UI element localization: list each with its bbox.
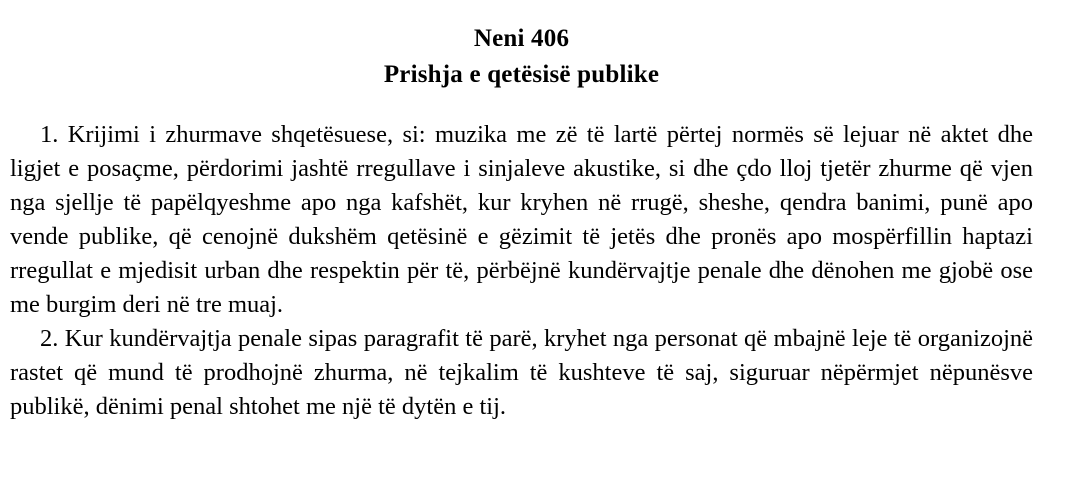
paragraph-1: 1. Krijimi i zhurmave shqetësuese, si: muzika me zë të lartë përtej normës së lejuar në aktet dhe ligjet e posaçme, përdorimi jashtë rregullave i sinjaleve akustike, si dhe çdo lloj tjetër zhurme që vjen nga sjellje të papëlqyeshme apo nga kafshët, kur kryhen në rrugë, sheshe, qendra banimi, punë apo vende publike, që cenojnë dukshëm qetësinë e gëzimit të jetës dhe pronës apo mospërfillin haptazi rregullat e mjedisit urban dhe respektin për të, përbëjnë kundërvajtje penale dhe dënohen me gjobë ose me burgim deri në tre muaj.: [10, 120, 1033, 318]
document-body: [10, 118, 1033, 424]
document-title: Neni 406: [473, 25, 570, 52]
document-subtitle: Prishja e qetësisë publike: [383, 60, 660, 88]
paragraph-2: 2. Kur kundërvajtja penale sipas paragrafit të parë, kryhet nga personat që mbajnë leje të organizojnë rastet që mund të prodhojnë zhurma, në tejkalim të kushteve të saj, siguruar nëpërmjet nëpunësve publikë, dënimi penal shtohet me një të dytën e tij.: [10, 324, 1033, 420]
